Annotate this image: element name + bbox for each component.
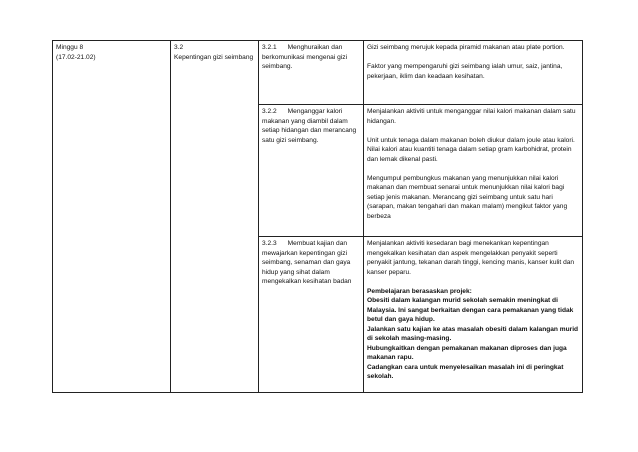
- activity-cell: [364, 237, 583, 393]
- topic-title: Kepentingan gizi seimbang: [174, 53, 254, 61]
- pbl-heading: Pembelajaran berasaskan projek:: [367, 287, 472, 295]
- standard-text-first: Membuat kajian dan: [287, 240, 348, 247]
- standard-cell: [259, 41, 364, 105]
- pbl-line: Hubungkaitkan dengan pemakanan makanan diproses dan juga makanan rapu.: [367, 344, 567, 361]
- activity-paragraph: Unit untuk tenaga dalam makanan boleh diukur dalam joule atau kalori. Nilai kalori atau kuantiti tenaga dalam setiap gram karbohidrat, protein dan lemak dikenal pasti.: [367, 136, 575, 163]
- activity-cell: [364, 41, 583, 105]
- week-cell: [53, 41, 171, 393]
- standard-text: makanan yang diambil dalam setiap hidangan dan merancang satu gizi seimbang.: [262, 117, 357, 144]
- standard-text: mewajarkan kepentingan gizi seimbang, senaman dan gaya hidup yang sihat dalam mengekalkan kesihatan badan: [262, 249, 352, 285]
- activity-cell: [364, 105, 583, 237]
- activity-paragraph: Menjalankan aktiviti untuk menganggar nilai kalori makanan dalam satu hidangan.: [367, 108, 576, 125]
- activity-paragraph: Mengumpul pembungkus makanan yang menunjukkan nilai kalori makanan dan membuat senarai untuk menunjukkan nilai kalori bagi setiap jenis makanan. Merancang gizi seimbang untuk satu hari (sarapan, makan tengahari dan makan malam) mengikut faktor yang berbeza: [367, 174, 568, 220]
- pbl-line: Cadangkan cara untuk menyelesaikan masalah ini di peringkat sekolah.: [367, 363, 564, 380]
- topic-cell: [171, 41, 259, 393]
- standard-code: 3.2.2: [262, 108, 277, 115]
- standard-code: 3.2.1: [262, 44, 277, 51]
- activity-paragraph: Faktor yang mempengaruhi gizi seimbang ialah umur, saiz, jantina, pekerjaan, iklim dan keadaan kesihatan.: [367, 63, 563, 80]
- activity-paragraph: Gizi seimbang merujuk kepada piramid makanan atau plate portion.: [367, 44, 565, 51]
- week-label: Minggu 8: [56, 44, 84, 51]
- standard-text: berkomunikasi mengenai gizi seimbang.: [262, 53, 348, 70]
- pbl-line: Obesiti dalam kalangan murid sekolah semakin meningkat di Malaysia. Ini sangat berkaitan dengan cara pemakanan yang tidak betul dan gaya hidup.: [367, 297, 574, 323]
- standard-cell: [259, 105, 364, 237]
- standard-text-first: Menganggar kalori: [287, 108, 343, 115]
- standard-text-first: Menghuraikan dan: [287, 44, 343, 51]
- table-row: [53, 41, 583, 105]
- topic-code: 3.2: [174, 44, 184, 51]
- pbl-line: Jalankan satu kajian ke atas masalah obesiti dalam kalangan murid di sekolah masing-masing.: [367, 325, 579, 342]
- standard-cell: [259, 237, 364, 393]
- standard-code: 3.2.3: [262, 240, 277, 247]
- activity-paragraph: Menjalankan aktiviti kesedaran bagi menekankan kepentingan mengekalkan kesihatan dan aspek mengelakkan penyakit seperti penyakit jantung, tekanan darah tinggi, kencing manis, kanser kulit dan kanser peparu.: [367, 240, 575, 276]
- week-dates: (17.02-21.02): [56, 53, 96, 61]
- lesson-plan-table: [52, 40, 583, 393]
